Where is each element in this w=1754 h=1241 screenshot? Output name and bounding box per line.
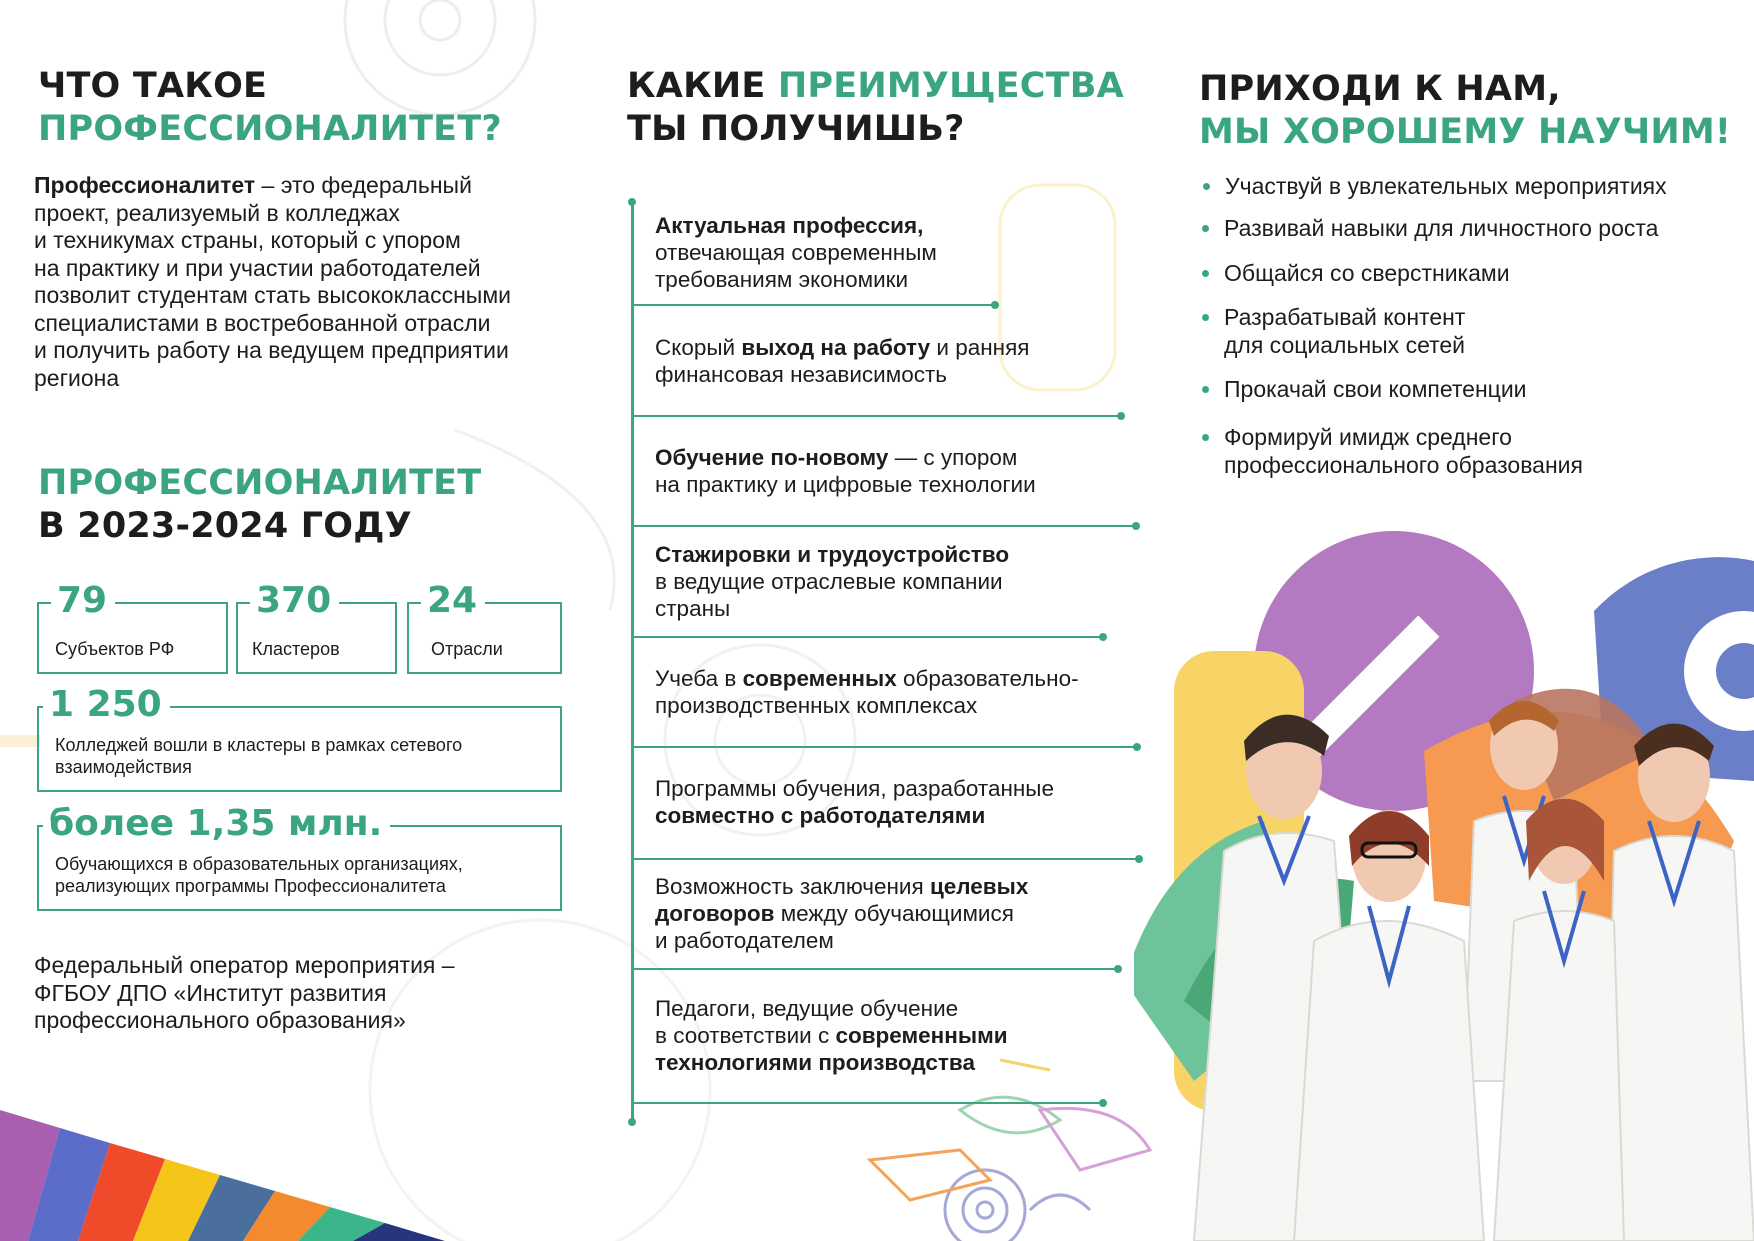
join-bullet: Прокачай свои компетенции <box>1224 376 1527 402</box>
students-group-illustration <box>1134 521 1754 1241</box>
intro-line: специалистами в востребованной отрасли <box>34 309 491 336</box>
intro-line: позволит студентам стать высококлассными <box>34 282 511 308</box>
what-is-description <box>34 172 594 392</box>
advantage-item-4 <box>655 541 1009 622</box>
join-bullet-line: для социальных сетей <box>1224 331 1466 358</box>
adv-text: требованиям экономики <box>655 267 909 292</box>
adv-text: финансовая независимость <box>655 362 947 387</box>
adv-bold: современных <box>742 666 897 691</box>
adv-text: Программы обучения, разработанные <box>655 776 1054 801</box>
adv-text: на практику и цифровые технологии <box>655 472 1036 497</box>
stats-title-line1: ПРОФЕССИОНАЛИТЕТ <box>38 463 482 503</box>
stat-label-line: Колледжей вошли в кластеры в рамках сетевого <box>55 735 463 755</box>
timeline-divider <box>632 1102 1103 1104</box>
intro-line: проект, реализуемый в колледжах <box>34 199 400 226</box>
advantage-item-1 <box>655 212 937 293</box>
timeline-divider <box>632 968 1118 970</box>
stats-title-line2: В 2023-2024 ГОДУ <box>38 506 412 546</box>
advantages-title-word1: КАКИЕ <box>627 66 766 106</box>
stat-label <box>55 853 463 897</box>
intro-rest: – это федеральный <box>255 172 472 198</box>
what-is-title <box>38 65 502 151</box>
intro-line: и получить работу на ведущем предприятии <box>34 337 509 363</box>
stat-label-line: Обучающихся в образовательных организациях, <box>55 854 463 874</box>
adv-bold: Обучение по-новому <box>655 445 889 470</box>
stat-box-industries <box>407 580 562 674</box>
adv-bold: целевых <box>929 874 1029 899</box>
adv-bold: Актуальная профессия, <box>655 213 924 238</box>
stat-label <box>55 734 462 778</box>
advantages-title-word2: ПРЕИМУЩЕСТВА <box>777 66 1124 106</box>
what-is-title-line1: ЧТО ТАКОЕ <box>38 66 268 106</box>
adv-text: между обучающимися <box>774 901 1014 926</box>
timeline-divider <box>632 746 1137 748</box>
what-is-title-line2: ПРОФЕССИОНАЛИТЕТ? <box>38 109 502 149</box>
operator-line: ФГБОУ ДПО «Институт развития <box>34 979 387 1006</box>
advantages-title-line2: ТЫ ПОЛУЧИШЬ? <box>627 109 965 149</box>
person-2 <box>1464 701 1584 1081</box>
stat-box-colleges <box>37 684 562 792</box>
join-title-line1: ПРИХОДИ К НАМ, <box>1199 69 1561 109</box>
intro-line: региона <box>34 364 120 391</box>
stat-box-clusters <box>236 580 397 674</box>
adv-text: образовательно- <box>896 666 1079 691</box>
stats-title <box>38 462 481 548</box>
intro-line: и техникумах страны, который с упором <box>34 227 461 253</box>
adv-bold: выход на работу <box>741 335 931 360</box>
adv-text: в соответствии с <box>655 1023 836 1048</box>
operator-text <box>34 952 594 1035</box>
adv-bold: совместно с работодателями <box>655 803 986 828</box>
timeline-divider <box>632 304 995 306</box>
advantages-title-line1 <box>627 65 1124 108</box>
advantage-item-5 <box>655 665 1079 719</box>
join-bullet: Участвуй в увлекательных мероприятиях <box>1225 173 1667 199</box>
person-3 <box>1604 724 1754 1241</box>
adv-text: Возможность заключения <box>655 874 930 899</box>
join-bullet-line: Формируй имидж среднего <box>1224 424 1512 450</box>
adv-text: Учеба в <box>655 666 743 691</box>
advantage-item-2 <box>655 334 1029 388</box>
advantage-item-6 <box>655 775 1054 829</box>
adv-text: Скорый <box>655 335 742 360</box>
stat-label-line: реализующих программы Профессионалитета <box>55 876 446 896</box>
join-bullet: Общайся со сверстниками <box>1224 260 1510 286</box>
adv-text: и работодателем <box>655 928 834 953</box>
timeline-divider <box>632 858 1139 860</box>
timeline-top-dot <box>628 198 636 206</box>
adv-bold: договоров <box>655 901 775 926</box>
timeline-divider <box>632 415 1121 417</box>
color-stripes <box>0 1110 445 1241</box>
timeline-line <box>631 200 634 1124</box>
join-bullet-line: профессионального образования <box>1224 451 1583 478</box>
intro-bold: Профессионалитет <box>34 172 256 198</box>
stat-value: 24 <box>421 580 485 622</box>
adv-text: отвечающая современным <box>655 240 937 265</box>
timeline-divider <box>632 525 1136 527</box>
timeline-divider <box>632 636 1103 638</box>
adv-bold: Стажировки и трудоустройство <box>655 542 1010 567</box>
stat-label: Субъектов РФ <box>55 639 175 659</box>
intro-line: на практику и при участии работодателей <box>34 254 481 281</box>
join-bullet <box>1224 304 1465 359</box>
person-1 <box>1194 715 1364 1241</box>
operator-line: профессионального образования» <box>34 1007 406 1033</box>
stat-label: Отрасли <box>431 639 503 659</box>
adv-text: страны <box>655 596 731 621</box>
person-4 <box>1494 798 1624 1241</box>
stat-value: 79 <box>51 580 115 622</box>
join-title-line2: МЫ ХОРОШЕМУ НАУЧИМ! <box>1199 112 1732 152</box>
timeline-bottom-dot <box>628 1118 636 1126</box>
operator-line: Федеральный оператор мероприятия – <box>34 952 455 978</box>
advantage-item-3 <box>655 444 1036 498</box>
stat-box-regions <box>37 580 228 674</box>
adv-text: — с упором <box>888 445 1018 470</box>
adv-text: Педагоги, ведущие обучение <box>655 996 959 1021</box>
person-5 <box>1294 810 1484 1241</box>
join-bullet: Развивай навыки для личностного роста <box>1224 215 1659 241</box>
stat-value: 1 250 <box>43 684 170 726</box>
advantage-item-8 <box>655 995 1008 1076</box>
adv-text: производственных комплексах <box>655 693 978 718</box>
adv-bold: современными <box>835 1023 1008 1048</box>
adv-text: в ведущие отраслевые компании <box>655 569 1003 594</box>
stat-label: Кластеров <box>252 639 340 659</box>
advantage-item-7 <box>655 873 1028 954</box>
advantages-title <box>627 65 1124 151</box>
stat-value: более 1,35 млн. <box>43 803 390 845</box>
join-title <box>1199 68 1731 154</box>
stat-label-line: взаимодействия <box>55 757 192 777</box>
join-bullet-line: Разрабатывай контент <box>1224 304 1466 330</box>
stat-box-students <box>37 803 562 911</box>
stat-value: 370 <box>250 580 339 622</box>
adv-bold: технологиями производства <box>655 1050 975 1075</box>
adv-text: и ранняя <box>930 335 1030 360</box>
join-bullet <box>1224 424 1583 479</box>
